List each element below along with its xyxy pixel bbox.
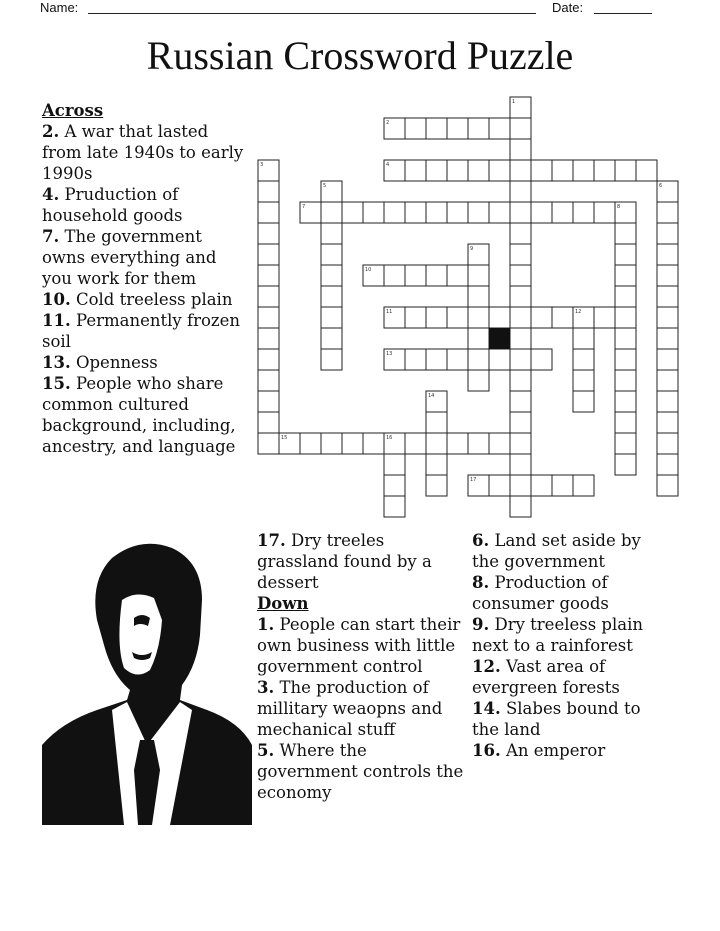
grid-cell[interactable] [615, 391, 636, 412]
grid-cell[interactable] [615, 412, 636, 433]
grid-cell[interactable] [510, 118, 531, 139]
grid-cell[interactable] [531, 475, 552, 496]
clue-down-8: 8. Production of consumer goods [472, 573, 609, 613]
grid-cell[interactable] [384, 202, 405, 223]
grid-cell[interactable] [405, 160, 426, 181]
grid-cell[interactable] [615, 244, 636, 265]
grid-cell[interactable] [657, 349, 678, 370]
portrait-illustration [42, 540, 252, 825]
grid-number: 5 [323, 183, 327, 189]
grid-cell[interactable] [615, 328, 636, 349]
clue-across-17: 17. Dry treeles grassland found by a dessert [257, 531, 432, 592]
clue-down-6: 6. Land set aside by the government [472, 531, 641, 571]
clue-down-3: 3. The production of millitary weaopns and mechanical stuff [257, 678, 443, 739]
grid-cell[interactable] [510, 454, 531, 475]
grid-cell[interactable] [657, 328, 678, 349]
grid-cell[interactable] [258, 433, 279, 454]
grid-cell[interactable] [573, 391, 594, 412]
grid-cell[interactable] [657, 454, 678, 475]
grid-cell[interactable] [573, 370, 594, 391]
grid-cell[interactable] [405, 118, 426, 139]
grid-cell[interactable] [258, 307, 279, 328]
middle-clues [257, 530, 469, 803]
grid-number: 1 [512, 99, 516, 105]
grid-cell[interactable] [657, 475, 678, 496]
grid-cell[interactable] [468, 160, 489, 181]
grid-number: 14 [428, 393, 435, 399]
grid-cell[interactable] [615, 265, 636, 286]
grid-cell[interactable] [489, 433, 510, 454]
grid-number: 10 [365, 267, 372, 273]
clue-across-2: 2. A war that lasted from late 1940s to early 1990s [42, 122, 244, 183]
grid-cell[interactable] [468, 349, 489, 370]
grid-cell[interactable] [489, 118, 510, 139]
grid-cell[interactable] [258, 202, 279, 223]
grid-cell[interactable] [447, 160, 468, 181]
clue-down-5: 5. Where the government controls the economy [257, 741, 464, 802]
clue-across-11: 11. Permanently frozen soil [42, 311, 240, 351]
grid-cell[interactable] [384, 475, 405, 496]
grid-cell[interactable] [321, 202, 342, 223]
grid-cell[interactable] [657, 307, 678, 328]
grid-cell[interactable] [258, 328, 279, 349]
grid-number: 16 [386, 435, 393, 441]
grid-cell[interactable] [615, 370, 636, 391]
grid-cell[interactable] [447, 433, 468, 454]
page-title: Russian Crossword Puzzle [146, 33, 574, 78]
grid-cell[interactable] [300, 433, 321, 454]
grid-number: 15 [281, 435, 288, 441]
grid-cell[interactable] [405, 202, 426, 223]
grid-cell[interactable] [321, 244, 342, 265]
grid-cell[interactable] [573, 475, 594, 496]
grid-cell[interactable] [489, 307, 510, 328]
down-heading: Down [257, 594, 309, 613]
grid-cell[interactable] [657, 223, 678, 244]
grid-cell[interactable] [510, 433, 531, 454]
grid-cell[interactable] [552, 475, 573, 496]
grid-cell[interactable] [405, 265, 426, 286]
grid-cell[interactable] [321, 265, 342, 286]
grid-cell[interactable] [573, 349, 594, 370]
grid-cell[interactable] [258, 391, 279, 412]
grid-number: 7 [302, 204, 306, 210]
grid-cell[interactable] [426, 307, 447, 328]
grid-cell[interactable] [657, 433, 678, 454]
grid-cell[interactable] [657, 391, 678, 412]
grid-cell[interactable] [510, 160, 531, 181]
grid-cell[interactable] [468, 307, 489, 328]
grid-cell[interactable] [594, 202, 615, 223]
clue-across-15: 15. People who share common cultured background, including, ancestry, and language [42, 374, 236, 456]
grid-cell[interactable] [510, 370, 531, 391]
grid-cell[interactable] [363, 433, 384, 454]
grid-cell[interactable] [468, 265, 489, 286]
across-clues [42, 100, 250, 457]
clue-across-13: 13. Openness [42, 353, 158, 372]
grid-cell[interactable] [510, 244, 531, 265]
grid-cell[interactable] [321, 286, 342, 307]
grid-cell[interactable] [426, 118, 447, 139]
grid-cell[interactable] [258, 349, 279, 370]
black-cell [489, 328, 510, 349]
grid-cell[interactable] [321, 328, 342, 349]
grid-number: 4 [386, 162, 390, 168]
name-label: Name: [40, 0, 79, 15]
grid-cell[interactable] [510, 139, 531, 160]
grid-cell[interactable] [468, 433, 489, 454]
grid-cell[interactable] [510, 328, 531, 349]
grid-cell[interactable] [636, 160, 657, 181]
grid-cell[interactable] [468, 202, 489, 223]
grid-cell[interactable] [510, 307, 531, 328]
grid-cell[interactable] [363, 202, 384, 223]
grid-cell[interactable] [447, 307, 468, 328]
grid-cell[interactable] [510, 265, 531, 286]
clue-across-7: 7. The government owns everything and you work for them [42, 227, 217, 288]
grid-number: 6 [659, 183, 663, 189]
grid-cell[interactable] [657, 202, 678, 223]
grid-cell[interactable] [510, 181, 531, 202]
grid-cell[interactable] [447, 265, 468, 286]
across-heading: Across [42, 101, 104, 120]
grid-cell[interactable] [426, 349, 447, 370]
grid-cell[interactable] [405, 307, 426, 328]
grid-cell[interactable] [258, 244, 279, 265]
grid-cell[interactable] [594, 160, 615, 181]
grid-cell[interactable] [468, 286, 489, 307]
grid-cell[interactable] [510, 412, 531, 433]
grid-cell[interactable] [426, 433, 447, 454]
clue-down-12: 12. Vast area of evergreen forests [472, 657, 620, 697]
grid-cell[interactable] [321, 223, 342, 244]
grid-cell[interactable] [657, 265, 678, 286]
grid-cell[interactable] [321, 307, 342, 328]
grid-cell[interactable] [615, 160, 636, 181]
clue-down-1: 1. People can start their own business with little government control [257, 615, 461, 676]
right-clues [472, 530, 672, 761]
clue-down-9: 9. Dry treeless plain next to a rainforest [472, 615, 644, 655]
grid-cell[interactable] [258, 223, 279, 244]
grid-cell[interactable] [510, 286, 531, 307]
grid-cell[interactable] [342, 433, 363, 454]
grid-cell[interactable] [258, 412, 279, 433]
grid-cell[interactable] [657, 412, 678, 433]
grid-number: 2 [386, 120, 390, 126]
grid-cell[interactable] [615, 286, 636, 307]
grid-cell[interactable] [384, 454, 405, 475]
grid-cell[interactable] [573, 328, 594, 349]
grid-cell[interactable] [489, 349, 510, 370]
grid-cell[interactable] [552, 307, 573, 328]
grid-cell[interactable] [447, 349, 468, 370]
grid-cell[interactable] [426, 265, 447, 286]
grid-cell[interactable] [615, 349, 636, 370]
clue-down-14: 14. Slabes bound to the land [472, 699, 641, 739]
grid-cell[interactable] [468, 118, 489, 139]
grid-cell[interactable] [405, 349, 426, 370]
grid-cell[interactable] [657, 286, 678, 307]
grid-number: 13 [386, 351, 393, 357]
grid-cell[interactable] [426, 412, 447, 433]
grid-cell[interactable] [489, 202, 510, 223]
date-label: Date: [552, 0, 584, 15]
grid-cell[interactable] [573, 202, 594, 223]
grid-cell[interactable] [258, 286, 279, 307]
grid-number: 3 [260, 162, 264, 168]
grid-cell[interactable] [489, 475, 510, 496]
grid-cell[interactable] [510, 391, 531, 412]
grid-cell[interactable] [321, 349, 342, 370]
grid-cell[interactable] [426, 160, 447, 181]
grid-number: 11 [386, 309, 393, 315]
grid-cell[interactable] [552, 160, 573, 181]
grid-cell[interactable] [657, 244, 678, 265]
grid-cell[interactable] [510, 475, 531, 496]
grid-cell[interactable] [510, 496, 531, 517]
grid-cell[interactable] [615, 454, 636, 475]
grid-cell[interactable] [510, 349, 531, 370]
grid-cell[interactable] [384, 496, 405, 517]
grid-cell[interactable] [447, 202, 468, 223]
grid-cell[interactable] [510, 223, 531, 244]
grid-cell[interactable] [573, 160, 594, 181]
grid-cell[interactable] [426, 454, 447, 475]
grid-cell[interactable] [342, 202, 363, 223]
grid-cell[interactable] [531, 307, 552, 328]
grid-cell[interactable] [531, 202, 552, 223]
grid-cell[interactable] [447, 118, 468, 139]
clue-across-4: 4. Pruduction of household goods [42, 185, 183, 225]
grid-cell[interactable] [552, 202, 573, 223]
grid-number: 9 [470, 246, 474, 252]
grid-number: 17 [470, 477, 477, 483]
grid-cell[interactable] [531, 160, 552, 181]
grid-cell[interactable] [531, 349, 552, 370]
grid-cell[interactable] [258, 370, 279, 391]
grid-cell[interactable] [321, 433, 342, 454]
clue-down-16: 16. An emperor [472, 741, 606, 760]
grid-cell[interactable] [468, 370, 489, 391]
grid-cell[interactable] [426, 475, 447, 496]
grid-cell[interactable] [426, 202, 447, 223]
grid-number: 8 [617, 204, 621, 210]
clue-across-10: 10. Cold treeless plain [42, 290, 233, 309]
grid-cell[interactable] [258, 265, 279, 286]
grid-cell[interactable] [258, 181, 279, 202]
grid-cell[interactable] [405, 433, 426, 454]
grid-cell[interactable] [489, 160, 510, 181]
grid-cell[interactable] [384, 265, 405, 286]
grid-cell[interactable] [657, 370, 678, 391]
grid-cell[interactable] [468, 328, 489, 349]
grid-number: 12 [575, 309, 582, 315]
grid-cell[interactable] [615, 433, 636, 454]
grid-cell[interactable] [510, 202, 531, 223]
grid-cell[interactable] [615, 307, 636, 328]
grid-cell[interactable] [594, 307, 615, 328]
grid-cell[interactable] [615, 223, 636, 244]
